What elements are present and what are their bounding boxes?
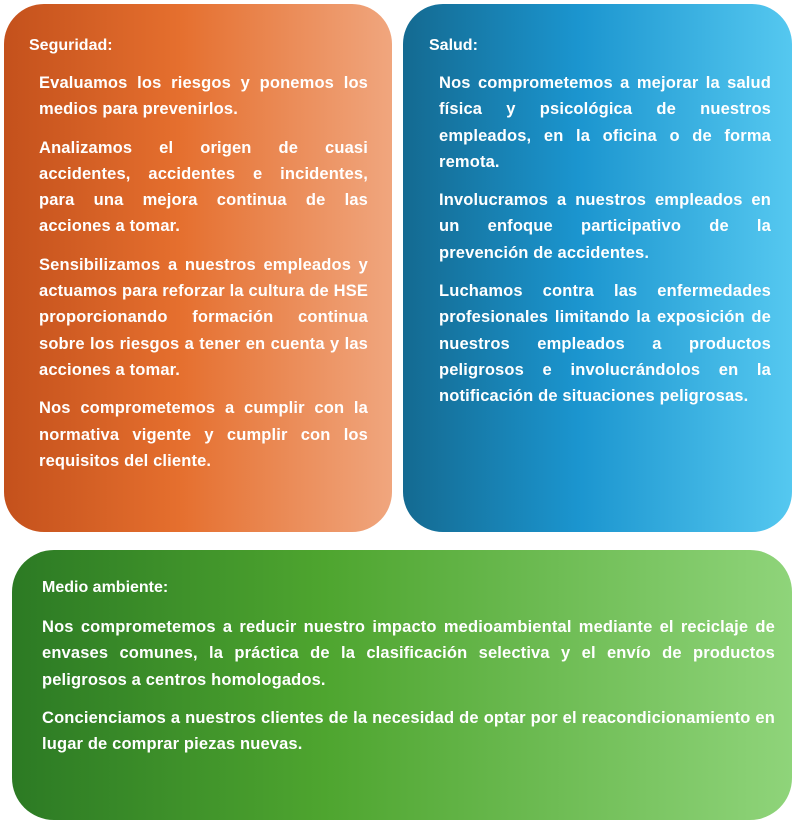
salud-paragraph: Involucramos a nuestros empleados en un enfoque participativo de la prevención de accidentes. xyxy=(439,191,771,262)
salud-card xyxy=(403,4,792,532)
medio-ambiente-title: Medio ambiente: xyxy=(42,579,169,596)
seguridad-paragraph: Analizamos el origen de cuasi accidentes, accidentes e incidentes, para una mejora continua de las acciones a tomar. xyxy=(39,138,368,236)
salud-paragraph: Luchamos contra las enfermedades profesionales limitando la exposición de nuestros empleados a productos peligrosos e involucrándolos en la notificación de situaciones peligrosas. xyxy=(439,282,771,406)
medio-ambiente-paragraph: Concienciamos a nuestros clientes de la necesidad de optar por el reacondicionamiento en lugar de comprar piezas nuevas. xyxy=(42,708,775,754)
salud-paragraph: Nos comprometemos a mejorar la salud física y psicológica de nuestros empleados, en la oficina o de forma remota. xyxy=(439,74,771,171)
seguridad-card xyxy=(4,4,392,532)
seguridad-paragraph: Nos comprometemos a cumplir con la normativa vigente y cumplir con los requisitos del cliente. xyxy=(39,399,368,470)
medio-ambiente-paragraph: Nos comprometemos a reducir nuestro impacto medioambiental mediante el reciclaje de envases comunes, la práctica de la clasificación selectiva y el envío de productos peligrosos a centros homologados. xyxy=(42,618,775,689)
salud-title: Salud: xyxy=(429,37,478,54)
medio-ambiente-card xyxy=(12,550,792,820)
seguridad-title: Seguridad: xyxy=(29,37,113,54)
seguridad-paragraph: Evaluamos los riesgos y ponemos los medios para prevenirlos. xyxy=(39,74,368,119)
seguridad-paragraph: Sensibilizamos a nuestros empleados y actuamos para reforzar la cultura de HSE proporcionando formación continua sobre los riesgos a tener en cuenta y las acciones a tomar. xyxy=(39,255,368,379)
